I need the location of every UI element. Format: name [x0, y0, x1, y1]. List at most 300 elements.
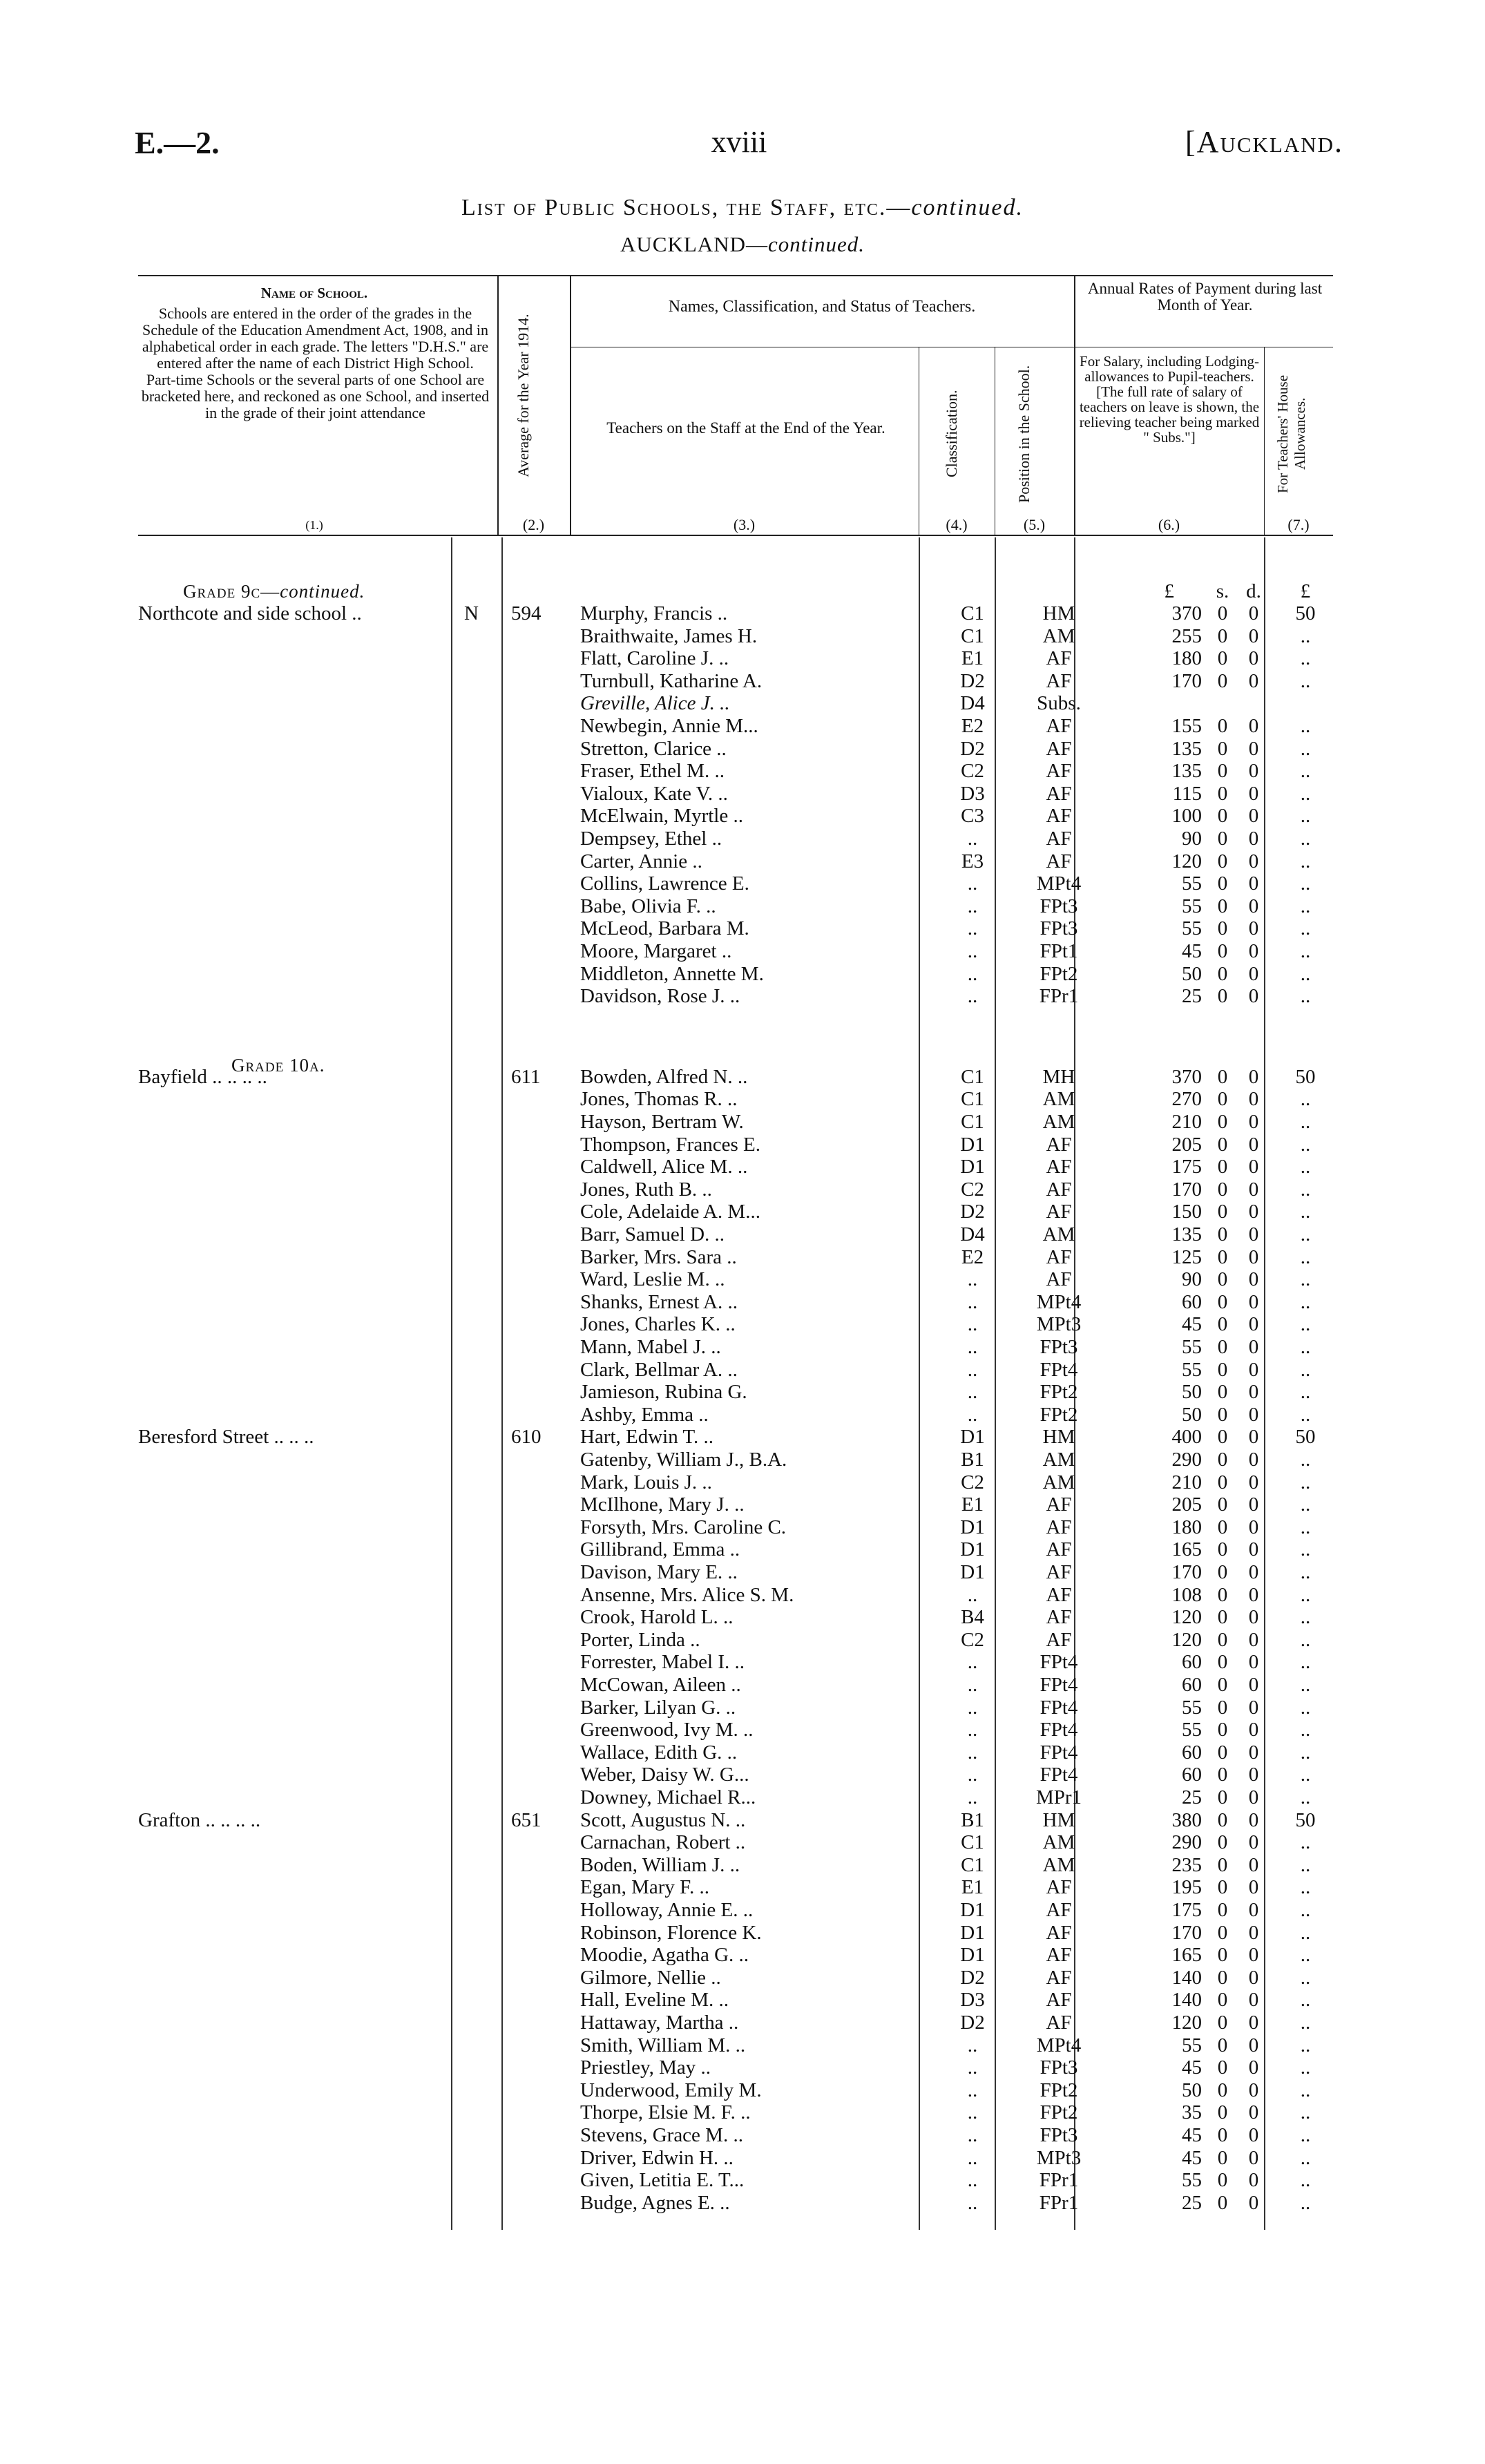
salary-pounds: 195: [1171, 1876, 1202, 1899]
salary-pence: 0: [1248, 1876, 1259, 1899]
table-row: [138, 1223, 1333, 1245]
classification: ..: [967, 2124, 978, 2146]
classification: ..: [967, 1786, 978, 1808]
position: HM: [1042, 602, 1075, 624]
table-row: [138, 2124, 1333, 2146]
table-row: [138, 1516, 1333, 1538]
house-allowance: ..: [1300, 1561, 1311, 1583]
position: FPt4: [1040, 1651, 1078, 1674]
house-allowance: 50: [1295, 602, 1316, 624]
salary-pence: 0: [1248, 895, 1259, 917]
annual-rates-heading: Annual Rates of Payment during last Month of Year.: [1087, 280, 1323, 314]
classification: ..: [967, 1290, 978, 1313]
house-allowance: ..: [1300, 1290, 1311, 1313]
units-row: [138, 580, 1333, 602]
house-allowance: ..: [1300, 1628, 1311, 1651]
position: AF: [1046, 1921, 1072, 1944]
salary-pence: 0: [1248, 2012, 1259, 2034]
classification: ..: [967, 1358, 978, 1381]
house-allowance: ..: [1300, 850, 1311, 872]
table-row: [138, 1764, 1333, 1786]
classification: ..: [967, 1381, 978, 1404]
salary-shillings: 0: [1217, 1516, 1228, 1538]
position: AF: [1046, 1876, 1072, 1899]
classification: ..: [967, 872, 978, 895]
salary-shillings: 0: [1217, 1674, 1228, 1696]
salary-pence: 0: [1248, 1741, 1259, 1764]
salary-pence: 0: [1248, 1065, 1259, 1088]
position: AF: [1046, 850, 1072, 872]
house-allowance: ..: [1300, 1381, 1311, 1404]
col-6-label: (6.): [1158, 516, 1180, 533]
classification-heading: Classification.: [943, 390, 960, 478]
classification: D1: [960, 1899, 985, 1921]
salary-pence: 0: [1248, 1764, 1259, 1786]
table-row: [138, 1201, 1333, 1223]
salary-pounds: 55: [1182, 895, 1202, 917]
classification: E1: [961, 1493, 984, 1516]
table-row: [138, 1674, 1333, 1696]
table-row: [138, 1538, 1333, 1560]
salary-pounds: 170: [1171, 1561, 1202, 1583]
position: AF: [1046, 1516, 1072, 1538]
page-number: xviii: [711, 125, 767, 159]
salary-pounds: 170: [1171, 669, 1202, 692]
house-allowance: ..: [1300, 1449, 1311, 1471]
table-row: [138, 1449, 1333, 1471]
salary-shillings: 0: [1217, 1853, 1228, 1876]
salary-shillings: 0: [1217, 1583, 1228, 1606]
salary-shillings: 0: [1217, 2169, 1228, 2192]
salary-shillings: 0: [1217, 1696, 1228, 1719]
salary-pence: 0: [1248, 1313, 1259, 1336]
position: FPr1: [1039, 2169, 1079, 2192]
salary-pence: 0: [1248, 1831, 1259, 1854]
house-allowance: ..: [1300, 1088, 1311, 1111]
classification: E1: [961, 647, 984, 670]
salary-pence: 0: [1248, 1178, 1259, 1201]
salary-pounds: 115: [1172, 782, 1202, 805]
salary-shillings: 0: [1217, 828, 1228, 850]
house-allowance: ..: [1300, 647, 1311, 670]
salary-heading: For Salary, including Lodging-allowances to Pupil-teachers. [The full rate of salary of teachers on leave is shown, the relieving teacher being marked " Subs."]: [1079, 353, 1260, 446]
salary-shillings: 0: [1217, 1764, 1228, 1786]
classification: ..: [967, 2101, 978, 2124]
teacher-name: Shanks, Ernest A. ..: [580, 1290, 738, 1313]
salary-shillings: 0: [1217, 1876, 1228, 1899]
table-row: [138, 895, 1333, 917]
classification: D1: [960, 1944, 985, 1967]
teacher-name: Middleton, Annette M.: [580, 962, 764, 985]
teacher-name: Gillibrand, Emma ..: [580, 1538, 740, 1561]
table-row: [138, 1561, 1333, 1583]
salary-pounds: 55: [1182, 1358, 1202, 1381]
salary-pence: 0: [1248, 1808, 1259, 1831]
table-row: [138, 1809, 1333, 1831]
house-allowance-heading: For Teachers' House Allowances.: [1274, 374, 1308, 493]
teacher-name: Hattaway, Martha ..: [580, 2012, 739, 2034]
salary-pence: 0: [1248, 1358, 1259, 1381]
classification: D2: [960, 669, 985, 692]
divider: [497, 275, 499, 536]
salary-pounds: 180: [1171, 1516, 1202, 1538]
classification: D1: [960, 1561, 985, 1583]
teacher-name: Moore, Margaret ..: [580, 940, 732, 962]
salary-shillings: 0: [1217, 985, 1228, 1008]
teacher-name: Wallace, Edith G. ..: [580, 1741, 738, 1764]
classification: ..: [967, 917, 978, 940]
teacher-name: Davidson, Rose J. ..: [580, 985, 740, 1008]
house-allowance: ..: [1300, 1719, 1311, 1741]
classification: ..: [967, 2034, 978, 2056]
salary-shillings: 0: [1217, 669, 1228, 692]
position: FPt4: [1040, 1741, 1078, 1764]
house-allowance: ..: [1300, 2169, 1311, 2192]
house-allowance: ..: [1300, 1403, 1311, 1426]
house-allowance: ..: [1300, 828, 1311, 850]
house-allowance: ..: [1300, 760, 1311, 783]
salary-pence: 0: [1248, 1133, 1259, 1156]
classification: ..: [967, 828, 978, 850]
salary-pounds: 100: [1171, 805, 1202, 828]
position: AF: [1046, 1268, 1072, 1291]
salary-shillings: 0: [1217, 1831, 1228, 1854]
salary-pence: 0: [1248, 1336, 1259, 1358]
table-row: [138, 1246, 1333, 1268]
table-row: [138, 1697, 1333, 1719]
salary-pounds: 55: [1182, 2034, 1202, 2056]
salary-shillings: 0: [1217, 2124, 1228, 2146]
teacher-name: Caldwell, Alice M. ..: [580, 1156, 748, 1178]
salary-pence: 0: [1248, 2056, 1259, 2079]
salary-pounds: 380: [1171, 1808, 1202, 1831]
teacher-name: Holloway, Annie E. ..: [580, 1899, 754, 1921]
teacher-name: Dempsey, Ethel ..: [580, 828, 722, 850]
salary-pence: 0: [1248, 1449, 1259, 1471]
teacher-name: McLeod, Barbara M.: [580, 917, 749, 940]
salary-pounds: 235: [1171, 1853, 1202, 1876]
salary-pence: 0: [1248, 782, 1259, 805]
salary-shillings: 0: [1217, 1628, 1228, 1651]
teacher-name: Mann, Mabel J. ..: [580, 1336, 721, 1358]
position: HM: [1042, 1426, 1075, 1449]
house-allowance: ..: [1300, 715, 1311, 737]
salary-pence: 0: [1248, 2146, 1259, 2169]
teachers-heading: Teachers on the Staff at the End of the Year.: [606, 419, 885, 437]
position: AF: [1046, 1583, 1072, 1606]
teacher-name: Babe, Olivia F. ..: [580, 895, 716, 917]
salary-pence: 0: [1248, 1381, 1259, 1404]
salary-pounds: 50: [1182, 1381, 1202, 1404]
house-allowance: ..: [1300, 2101, 1311, 2124]
position: AF: [1046, 1899, 1072, 1921]
salary-pounds: 175: [1171, 1156, 1202, 1178]
house-allowance: ..: [1300, 1178, 1311, 1201]
position: AM: [1042, 1853, 1075, 1876]
position: FPt4: [1040, 1696, 1078, 1719]
classification: D1: [960, 1921, 985, 1944]
table-row: [138, 1066, 1333, 1088]
position: FPt2: [1040, 1381, 1078, 1404]
teacher-name: Underwood, Emily M.: [580, 2079, 762, 2101]
teacher-name: Newbegin, Annie M...: [580, 715, 758, 737]
grade-label: Grade 10a.: [231, 1055, 325, 1076]
classification: D1: [960, 1516, 985, 1538]
title-continued: continued.: [911, 195, 1024, 220]
teacher-name: Jones, Thomas R. ..: [580, 1088, 738, 1111]
table-row: [138, 1741, 1333, 1764]
table-row: [138, 1404, 1333, 1426]
teacher-name: Braithwaite, James H.: [580, 624, 758, 647]
position: AF: [1046, 1966, 1072, 1989]
classification: ..: [967, 895, 978, 917]
classification: ..: [967, 1403, 978, 1426]
salary-pence: 0: [1248, 1853, 1259, 1876]
title-main: List of Public Schools, the Staff, etc.—: [461, 195, 912, 220]
teacher-name: Ansenne, Mrs. Alice S. M.: [580, 1583, 794, 1606]
house-allowance: ..: [1300, 1313, 1311, 1336]
classification: ..: [967, 962, 978, 985]
position: AF: [1046, 1156, 1072, 1178]
salary-pounds: 170: [1171, 1921, 1202, 1944]
classification: C3: [961, 805, 984, 828]
salary-pence: 0: [1248, 1493, 1259, 1516]
salary-pounds: 165: [1171, 1538, 1202, 1561]
position: AF: [1046, 1561, 1072, 1583]
table-header: [138, 275, 1333, 536]
salary-pence: 0: [1248, 2034, 1259, 2056]
house-allowance: ..: [1300, 1245, 1311, 1268]
teacher-name: Davison, Mary E. ..: [580, 1561, 738, 1583]
table-row: [138, 1156, 1333, 1178]
salary-shillings: 0: [1217, 1651, 1228, 1674]
classification: ..: [967, 1696, 978, 1719]
house-allowance: ..: [1300, 1133, 1311, 1156]
salary-shillings: 0: [1217, 1899, 1228, 1921]
salary-pounds: 25: [1182, 2191, 1202, 2214]
salary-pounds: 55: [1182, 2169, 1202, 2192]
salary-pounds: 108: [1171, 1583, 1202, 1606]
teacher-name: Porter, Linda ..: [580, 1628, 700, 1651]
divider: [570, 275, 571, 536]
salary-shillings: 0: [1217, 1808, 1228, 1831]
salary-pounds: 135: [1171, 737, 1202, 760]
teacher-name: Jones, Charles K. ..: [580, 1313, 736, 1336]
table-row: [138, 738, 1333, 760]
classification: E1: [961, 1876, 984, 1899]
classification: ..: [967, 2079, 978, 2101]
position: AF: [1046, 760, 1072, 783]
classification: ..: [967, 2146, 978, 2169]
salary-pence: 0: [1248, 805, 1259, 828]
classification: ..: [967, 1719, 978, 1741]
salary-pounds: 170: [1171, 1178, 1202, 1201]
salary-pounds: 45: [1182, 2056, 1202, 2079]
salary-pence: 0: [1248, 624, 1259, 647]
table-row: [138, 1493, 1333, 1516]
position: FPt2: [1040, 2101, 1078, 2124]
teacher-name: Fraser, Ethel M. ..: [580, 760, 725, 783]
salary-shillings: 0: [1217, 624, 1228, 647]
salary-pounds: 60: [1182, 1290, 1202, 1313]
classification: C2: [961, 1628, 984, 1651]
salary-shillings: 0: [1217, 1944, 1228, 1967]
salary-shillings: 0: [1217, 1426, 1228, 1449]
table-row: [138, 2034, 1333, 2056]
teacher-name: Bowden, Alfred N. ..: [580, 1065, 748, 1088]
table-row: [138, 1291, 1333, 1313]
house-allowance: ..: [1300, 1944, 1311, 1967]
position: AF: [1046, 1201, 1072, 1223]
teacher-name: Smith, William M. ..: [580, 2034, 746, 2056]
salary-pounds: 35: [1182, 2101, 1202, 2124]
table-row: [138, 2012, 1333, 2034]
position: FPt3: [1040, 2056, 1078, 2079]
report-code: E.—2.: [135, 125, 220, 160]
house-allowance: ..: [1300, 805, 1311, 828]
classification: ..: [967, 1313, 978, 1336]
position: AM: [1042, 1111, 1075, 1133]
table-row: [138, 1831, 1333, 1853]
salary-pence: 0: [1248, 1989, 1259, 2012]
salary-pence: 0: [1248, 917, 1259, 940]
salary-pounds: 50: [1182, 1403, 1202, 1426]
salary-shillings: 0: [1217, 1156, 1228, 1178]
salary-pounds: 55: [1182, 1696, 1202, 1719]
teacher-name: Carter, Annie ..: [580, 850, 702, 872]
classification: C1: [961, 1111, 984, 1133]
teacher-name: Scott, Augustus N. ..: [580, 1808, 746, 1831]
salary-pounds: 155: [1171, 715, 1202, 737]
salary-pounds: 90: [1182, 1268, 1202, 1291]
classification: ..: [967, 1741, 978, 1764]
col-7-label: (7.): [1287, 516, 1310, 533]
salary-pence: 0: [1248, 1245, 1259, 1268]
table-row: [138, 1471, 1333, 1493]
table-row: [138, 940, 1333, 962]
table-row: [138, 1629, 1333, 1651]
classification: B1: [961, 1808, 984, 1831]
table-row: [138, 670, 1333, 692]
house-allowance: ..: [1300, 1516, 1311, 1538]
position: FPt2: [1040, 962, 1078, 985]
salary-shillings: 0: [1217, 1741, 1228, 1764]
salary-pence: 0: [1248, 828, 1259, 850]
teacher-name: McIlhone, Mary J. ..: [580, 1493, 745, 1516]
house-allowance: ..: [1300, 1899, 1311, 1921]
house-allowance: ..: [1300, 2146, 1311, 2169]
salary-pounds: 255: [1171, 624, 1202, 647]
table-row: [138, 1584, 1333, 1606]
salary-shillings: 0: [1217, 895, 1228, 917]
position-heading: Position in the School.: [1015, 365, 1033, 503]
table-row: [138, 1178, 1333, 1201]
table-row: [138, 1719, 1333, 1741]
classification: ..: [967, 940, 978, 962]
table-row: [138, 850, 1333, 872]
classification: D2: [960, 2012, 985, 2034]
position: FPt2: [1040, 2079, 1078, 2101]
position: AF: [1046, 1493, 1072, 1516]
salary-pence: 0: [1248, 1426, 1259, 1449]
staff-table: [138, 539, 1333, 2231]
salary-pence: 0: [1248, 2079, 1259, 2101]
position: AF: [1046, 1178, 1072, 1201]
salary-pounds: 50: [1182, 2079, 1202, 2101]
salary-shillings: 0: [1217, 2079, 1228, 2101]
salary-shillings: 0: [1217, 2101, 1228, 2124]
teacher-name: McCowan, Aileen ..: [580, 1674, 741, 1696]
salary-pounds: 55: [1182, 1719, 1202, 1741]
table-row: [138, 2101, 1333, 2123]
table-row: [138, 602, 1333, 624]
classification: D1: [960, 1156, 985, 1178]
salary-pence: 0: [1248, 1651, 1259, 1674]
page-subtitle: [0, 232, 1485, 257]
salary-shillings: 0: [1217, 1178, 1228, 1201]
salary-pounds: 55: [1182, 917, 1202, 940]
house-allowance: ..: [1300, 1853, 1311, 1876]
teacher-name: Egan, Mary F. ..: [580, 1876, 709, 1899]
salary-pence: 0: [1248, 2169, 1259, 2192]
house-allowance: ..: [1300, 1358, 1311, 1381]
house-allowance: ..: [1300, 1606, 1311, 1629]
position: AF: [1046, 669, 1072, 692]
teacher-name: Priestley, May ..: [580, 2056, 711, 2079]
table-row: [138, 1944, 1333, 1966]
salary-pounds: 90: [1182, 828, 1202, 850]
classification: E2: [961, 1245, 984, 1268]
page-title: [0, 195, 1485, 221]
position: FPt2: [1040, 1403, 1078, 1426]
teacher-name: Hayson, Bertram W.: [580, 1111, 744, 1133]
salary-pounds: 50: [1182, 962, 1202, 985]
position: MPt3: [1036, 1313, 1082, 1336]
salary-pounds: 60: [1182, 1674, 1202, 1696]
average-attendance: 610: [511, 1426, 542, 1449]
teacher-name: Jones, Ruth B. ..: [580, 1178, 712, 1201]
salary-pounds: 45: [1182, 1313, 1202, 1336]
classification: C1: [961, 602, 984, 624]
house-allowance: ..: [1300, 669, 1311, 692]
salary-pounds: 165: [1171, 1944, 1202, 1967]
salary-shillings: 0: [1217, 805, 1228, 828]
salary-pounds: 25: [1182, 1786, 1202, 1808]
table-row: [138, 760, 1333, 782]
salary-shillings: 0: [1217, 1471, 1228, 1493]
position: AF: [1046, 1606, 1072, 1629]
house-allowance: ..: [1300, 1764, 1311, 1786]
position: FPt4: [1040, 1719, 1078, 1741]
table-row: [138, 1786, 1333, 1808]
house-allowance: ..: [1300, 1223, 1311, 1245]
teacher-name: Jamieson, Rubina G.: [580, 1381, 747, 1404]
teacher-name: Forsyth, Mrs. Caroline C.: [580, 1516, 787, 1538]
table-row: [138, 647, 1333, 669]
position: Subs.: [1037, 692, 1081, 715]
salary-pounds: 120: [1171, 1628, 1202, 1651]
teacher-name: Downey, Michael R...: [580, 1786, 756, 1808]
house-allowance: ..: [1300, 1583, 1311, 1606]
house-allowance: ..: [1300, 1538, 1311, 1561]
salary-pence: 0: [1248, 1516, 1259, 1538]
teacher-name: Murphy, Francis ..: [580, 602, 728, 624]
grade-continued: continued.: [280, 581, 365, 602]
teacher-name: Greville, Alice J. ..: [580, 692, 730, 715]
position: AF: [1046, 782, 1072, 805]
position: AF: [1046, 1628, 1072, 1651]
salary-pence: 0: [1248, 1201, 1259, 1223]
